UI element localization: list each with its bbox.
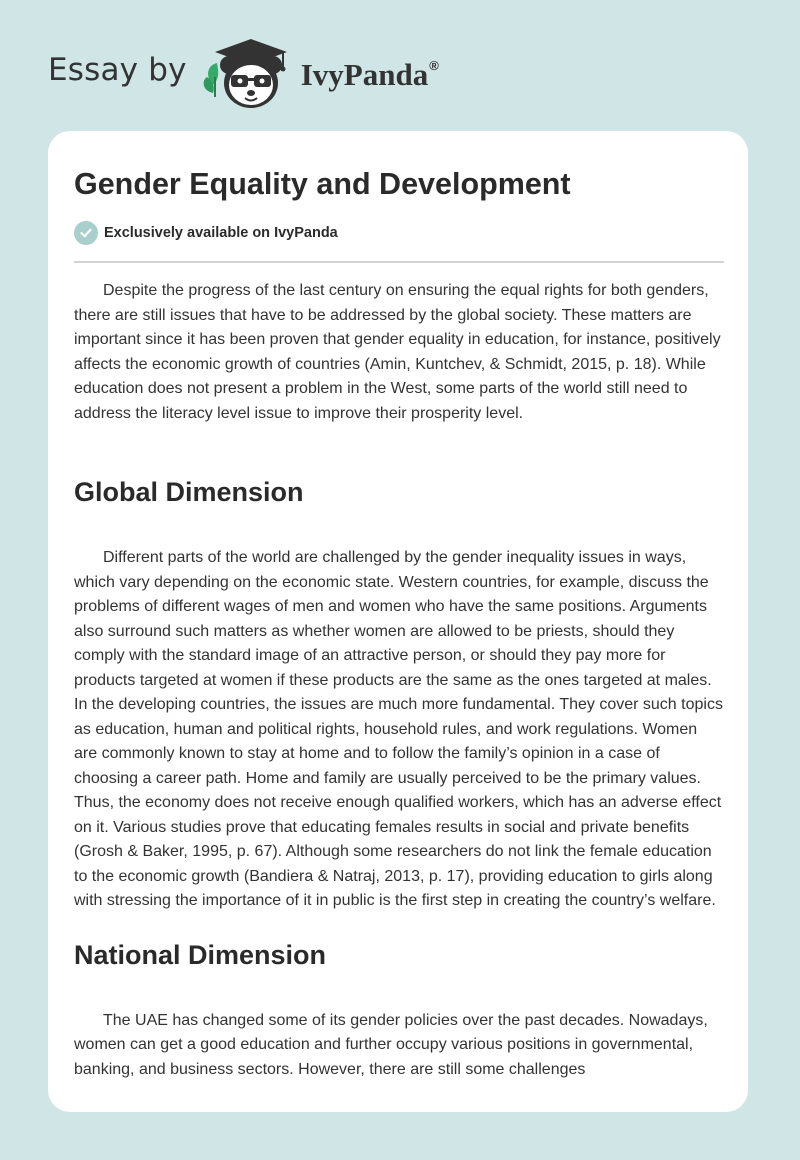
panda-graduate-icon — [201, 35, 297, 113]
section-heading-global: Global Dimension — [74, 477, 304, 507]
brand-prefix: Essay by — [48, 52, 187, 88]
registered-mark: ® — [429, 57, 439, 73]
essay-body — [74, 279, 724, 1082]
check-circle-icon — [74, 221, 98, 245]
brand-name: IvyPanda® — [300, 57, 439, 92]
section-paragraph-national: The UAE has changed some of its gender policies over the past decades. Nowadays, women can get a good education and further occupy various positions in governmental, banking, and business sectors. However, there are still some challenges — [74, 1011, 708, 1078]
section-heading-national: National Dimension — [74, 939, 327, 970]
brand-header — [48, 34, 439, 114]
exclusive-label: Exclusively available on IvyPanda — [104, 225, 338, 241]
section-paragraph-global: Different parts of the world are challenged by the gender inequality issues in ways, which vary depending on the economic state. Western countries, for example, discuss the problems of different wages of men and women who have the same positions. Arguments also surround such matters as whether women are allowed to be priests, should they comply with the standard image of an attractive person, or should they pay more for products targeted at women if these products are the same as the ones targeted at males. In the developing countries, the issues are much more fundamental. They cover such topics as education, human and political rights, household rules, and work regulations. Women are commonly known to stay at home and to follow the family’s opinion in a case of choosing a career path. Home and family are usually perceived to be the primary values. Thus, the economy does not receive enough qualified workers, which has an adverse effect on it. Various studies prove that educating females results in social and private benefits (Grosh & Baker, 1995, p. 67). Although some researchers do not link the female education to the economic growth (Bandiera & Natraj, 2013, p. 17), providing education to girls along with stressing the importance of it in public is the first step in creating the country’s welfare. — [74, 549, 723, 909]
essay-card — [48, 131, 748, 1112]
exclusive-badge — [74, 221, 338, 245]
intro-paragraph: Despite the progress of the last century on ensuring the equal rights for both genders, there are still issues that have to be addressed by the global society. These matters are important since it has been proven that gender equality in education, for instance, positively affects the economic growth of countries (Amin, Kuntchev, & Schmidt, 2015, p. 18). While education does not present a problem in the West, some parts of the world still need to address the literacy level issue to improve their prosperity level. — [74, 282, 721, 422]
essay-title: Gender Equality and Development — [74, 167, 571, 201]
divider — [74, 261, 724, 263]
